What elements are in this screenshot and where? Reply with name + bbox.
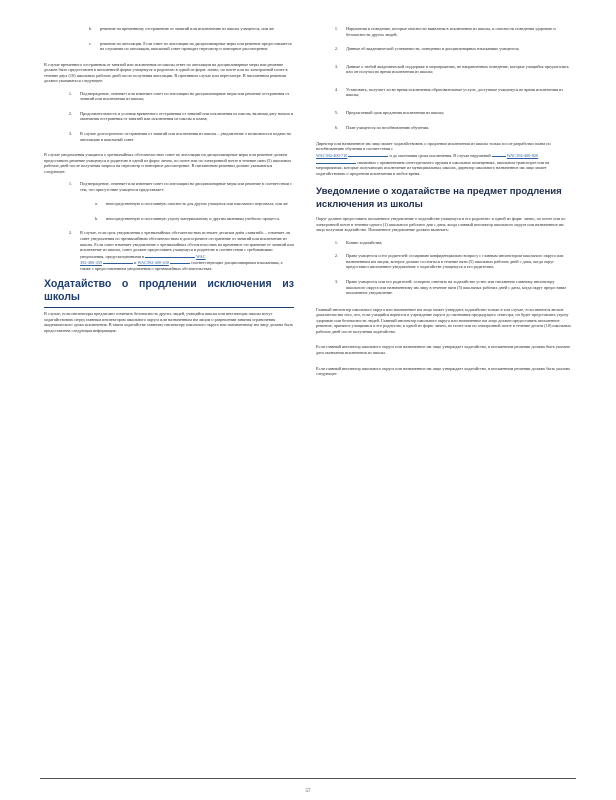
paragraph: В случае, если инспекторы предлагают отменить безопасность других людей, учащийся школы или инспекторы школы могут ходатайствовать перед главным инспектором школьного округа или назначенным им лицом о разрешении занятия ограничения академического срока исключения. В таком ходатайстве главному инспектору школьного округа или назначенному им лицу должна быть предоставлена следующая информация: [44,311,294,333]
paragraph: В случае уведомления учащихся о чрезвычайных обстоятельствах совет по апелляции на дисциплинарные меры или решение должен предоставить решение учащемуся и родителю в одной из форм: лично, по почте или по электронной почте в течение пяти (5) школьных рабочих дней после получения запроса на пересмотр и повторное рассмотрение. В письменном решении должно указываться следующее: [44,152,292,174]
section-heading: Ходатайство о продлении исключения из школы [44,278,294,308]
list-marker: 5. [334,109,338,115]
page-number: 57 [305,789,311,794]
list-marker: c. [89,40,92,46]
list-item [44,230,294,271]
list-text: непосредственную и постоянную опасность для других учащихся или школьного персонала, или же [106,201,288,207]
left-column [44,26,294,341]
list-marker: 3. [334,63,338,69]
list-text: Право учащегося или его родителей: оспорить ответить на ходатайство устно или письменно главному инспектору школьного округа или назначенному им лицу в течение пяти (5) школьных рабочих дней с даты, когда округ предоставил письменное уведомление. [346,279,567,296]
list-text: Подтверждение, отменяет или изменяет совет по апелляции на дисциплинарные меры или решение в соответствии с тем, что присутствие учащегося представляет: [80,181,292,192]
paragraph: Главный инспектор школьного округа или назначенное им лицо может утвердить ходатайство только в том случае, если имеются веские доказательства того, что, если учащийся вернется в учреждение округа до окончания предыдущего семестра, он будет представлять угрозу здоровью или безопасности людей. Главный инспектор школьного округа или назначенное им лицо должен предоставить письменное решение, принятое учащимися и его родителю, в одной из форм: лично, по почте или по электронной почте в течение десяти (10) школьных рабочих дней после получения ходатайства. [316,306,571,334]
list-item [316,46,571,52]
list-text-tail: соответствующих дисциплинарным взысканиям, а также с предоставлением уведомления о чрезвычайных обстоятельствах. [80,260,283,271]
paragraph: Округ должен предоставить письменное уведомление о ходатайстве учащемуся и его родителю: в одной из форм: лично, по почте или по электронной почте в течение одного (1) школьного рабочего дня с даты, когда главный инспектор школьного округа или назначенное им лицо получили ходатайство. Письменное уведомление должно включать: [316,216,566,233]
list-text-body: В случае, если срок уведомления о чрезвычайных обстоятельствах истекает десятым днём «занятий» – отменяет ли совет уведомления по чрезвычайным обстоятельствам в долгосрочное отстранение от занятий или исключение из школы. Если совет изменяет уведомление о чрезвычайных обстоятельствах на временное отстранение от занятий или исключение из школы, совет должен предоставить учащемуся и родителю в соответствии с требованиями уведомления, предусмотренными в [80,230,294,259]
list-item [44,181,294,192]
wac-link[interactable]: WAC392-400-820 [506,153,539,159]
paragraph: Если главный инспектор школьного округа или назначенное им лицо утверждает ходатайство, в письменном решении должно быть указано следующее: [316,365,571,377]
footer-rule [40,778,576,779]
list-text: Данные об академической успеваемости, поведении и дисциплинарных взысканиях учащегося; [346,46,520,52]
list-item [316,125,571,131]
list-text: решение по апелляции. Если ответ по апелляции на дисциплинарные меры или решение предоставляется на слушании по апелляции, школьный совет проводит пересмотр и повторное рассмотрение. [100,40,292,52]
right-column [316,26,571,384]
list-marker: a. [95,201,98,207]
list-text: В случае долгосрочного отстранения от занятий или исключения из школы – уведомление о возможности подачи на апелляцию в школьный совет. [80,131,291,142]
list-item [316,253,571,270]
list-item [316,64,571,75]
list-item [44,216,294,222]
list-text: Подтверждение, отменяет или изменяет совет по апелляции на дисциплинарные меры или решение отстранения от занятий или исключения из школы; [80,90,290,102]
list-item [44,201,294,207]
list-item [44,91,294,102]
list-marker: 1. [68,90,72,96]
list-marker: 3. [334,279,338,285]
list-marker: 2. [334,253,338,259]
list-item [316,240,571,246]
list-text: непосредственную и постоянную угрозу материальному и другим явлениям учебного процесса. [106,215,281,221]
list-marker: 6. [334,125,338,131]
list-text: Установить, получает ли во время исключения образовательные услуги, доступные учащемуся во время исключения из школы; [346,86,563,98]
list-marker: 2. [334,46,338,52]
list-marker: 2. [68,230,72,236]
list-text: решение по временному отстранению от занятий или исключению из школы учащегося, или же [100,26,274,31]
list-text: Продолжительность и условия временного отстранения от занятий или исключения из школы, включая дату начала и окончания отстранения от занятий или исключения из школы и плана; [80,110,294,122]
list-text: Право учащегося и его родителей: оспариваю конфиденциально вопросу с главным инспектором школьного округа или назначенным им лицом, которое должно состояться в течение пяти (5) школьных рабочих дней с даты, когда округ предоставил письменное уведомление о ходатайстве учащемуся и его родителям; [346,253,564,270]
list-marker: 3. [68,131,72,137]
list-marker: b. [94,215,98,221]
paragraph: В случае временного отстранения от занятий или исключения из школы ответ по апелляции на дисциплинарные меры или решение должен быть предоставлен в письменной форме учащемуся и родителю в одной из форм: лично, по почте или по электронной почте в течение двух (10) школьных рабочих дней после получения апелляции. В противном случае или пересмотре. В письменном решении должно указываться следующее: [44,61,288,84]
list-text: В случае, если срок уведомления о чрезвычайных обстоятельствах истекает десятым днём «занятий» – отменяет ли совет уведомления по чрезвычайным обстоятельствам в долгосрочное отстранение от занятий или исключение из школы. Если совет изменяет уведомление о чрезвычайных обстоятельствах на временное отстранение от занятий или исключение из школы, совет должен предоставить учащемуся и родителю в соответствии с требованиями уведомления, предусмотренными в WAC 392-400-435 и WAC392-400-430 соответствующих дисциплинарным взысканиям, а также с предоставлением уведомления о чрезвычайных обстоятельствах. [80,230,294,271]
list-text: Данные о любой академической поддержке и мероприятиях, не направленных поведение, которые учащийся предлагались или он получал во время исключения из школы; [346,63,569,75]
list-item [316,279,571,296]
wac-link[interactable]: 392-400-435 [80,260,102,266]
section-heading: Уведомление о ходатайстве на предмет продления исключения из школы [316,186,562,210]
list-item [44,131,294,142]
wac-link[interactable]: WAC [196,253,206,259]
paragraph: Если главный инспектор школьного округа или назначенное им лицо утверждает ходатайство, в письменном решении должна быть указана дата окончания исключения из школы. [316,344,570,355]
list-text: План учащегося по возобновлению обучения. [346,125,429,131]
list-item [316,87,571,98]
list-item [316,110,571,116]
list-marker: 1. [334,239,338,245]
list-marker: 1. [334,26,338,31]
wac-link[interactable]: WAC392-400-710 [316,153,348,159]
list-item [44,26,294,32]
list-text: Предлагаемый срок продления исключения из школы; [346,109,445,115]
list-item [44,111,294,122]
list-marker: 1. [68,181,72,187]
list-item [316,26,571,37]
wac-link[interactable]: WAC392-400-430 [137,260,169,266]
list-text: Нарушения и поведение, которые опасности выявлены в исключении из школы, и опасности поведения здоровью и безопасности других людей; [346,26,556,37]
paragraph: Директор или назначенное им лицо может ходатайствовать о продлении исключения из школы только после разработки плана по возобновлению обучения в соответствии с WAC392-400-710 и до окончания срока исключения. В случае нарушений WAC392-400-820 связанных с применением огнестрельного оружия в школьных помещениях, школьном транспорте или на мероприятиях, которые получающих исключение из муниципальных школах, директор школьного назначенное им лицо может ходатайствовать о продлении исключения в любое время. [316,140,551,176]
list-marker: 4. [334,86,338,92]
list-item [44,41,294,52]
list-marker: 2. [68,110,72,116]
list-marker: b. [88,26,92,31]
list-text: Копию ходатайства; [346,239,383,245]
